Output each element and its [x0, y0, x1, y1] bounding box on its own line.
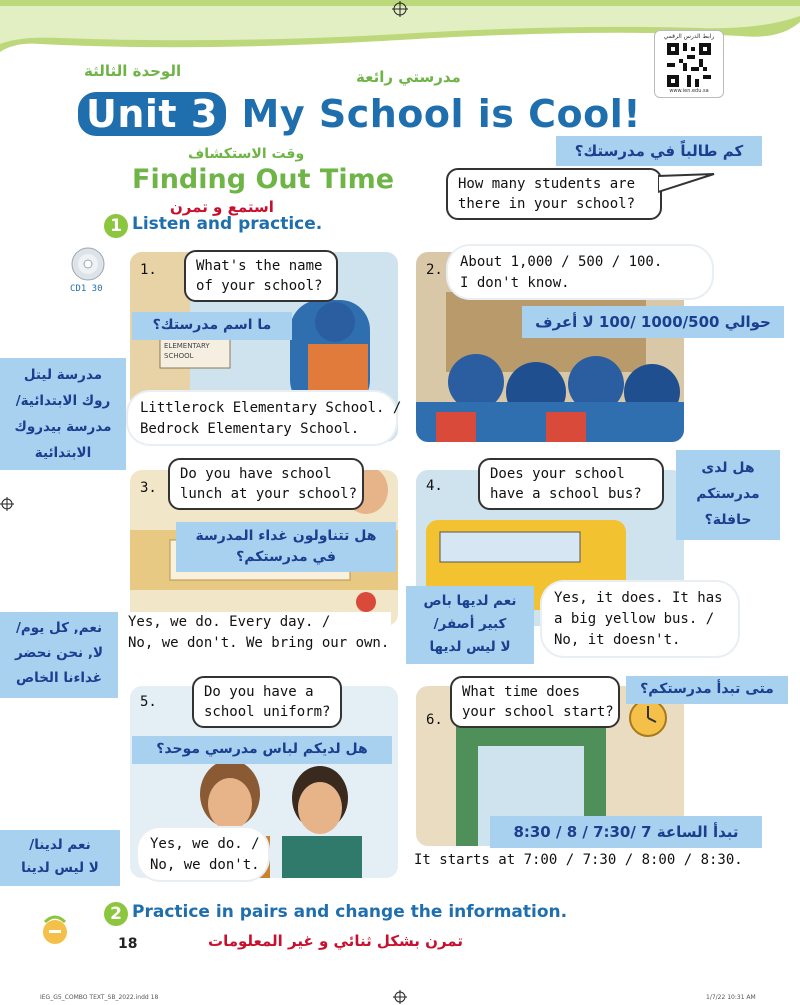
top-question-ar: كم طالباً في مدرستك؟: [556, 136, 762, 166]
panel-6-question-line2: your school start?: [462, 704, 614, 720]
footer-left: IEG_G5_COMBO TEXT_SB_2022.indd 18: [40, 994, 159, 1001]
panel-6-answer: It starts at 7:00 / 7:30 / 8:00 / 8:30.: [410, 850, 747, 871]
panel-5-question-ar: هل لديكم لباس مدرسي موحد؟: [132, 736, 392, 764]
panel-4-answer-line2: a big yellow bus. /: [554, 611, 715, 627]
qr-label: رابط الدرس الرقمي: [663, 33, 715, 40]
practice-ar: تمرن بشكل ثنائي و غير المعلومات: [208, 932, 463, 950]
panel-3-answer-ar-line1: نعم, كل يوم/: [15, 620, 103, 636]
top-question-bubble: [446, 168, 662, 220]
panel-2-number: 2.: [426, 262, 443, 278]
title-ar: مدرستي رائعة: [356, 68, 461, 86]
panel-2-answer-ar: حوالي 1000/500 /100 لا أعرف: [522, 306, 784, 338]
panel-5-answer-line2: No, we don't.: [150, 857, 260, 873]
panel-4-question-line2: have a school bus?: [490, 486, 642, 502]
practice-instruction: Practice in pairs and change the information.: [132, 902, 568, 922]
panel-1-question-ar: ما اسم مدرستك؟: [132, 312, 292, 340]
unit-title: [78, 92, 641, 136]
panel-4-question: [478, 458, 664, 510]
panel-5-answer: [138, 828, 268, 880]
section-number-1: 1: [104, 214, 128, 238]
panel-2-answer: [448, 246, 712, 298]
panel-3-answer-ar: [0, 612, 118, 698]
panel-4-question-ar-line2: مدرستكم: [696, 486, 760, 502]
panel-1-answer: [128, 392, 402, 444]
panel-4-question-ar-line1: هل لدى: [701, 460, 755, 476]
panel-3-question-line1: Do you have school: [180, 466, 332, 482]
panel-6-number: 6.: [426, 712, 443, 728]
sign-text-2: SCHOOL: [164, 352, 194, 360]
panel-4-question-line1: Does your school: [490, 466, 625, 482]
panel-6-question-line1: What time does: [462, 684, 581, 700]
panel-3-question: [168, 458, 364, 510]
listen-ar: استمع و تمرن: [170, 198, 274, 216]
panel-4-answer-ar-line2: كبير أصفر/: [433, 616, 507, 632]
panel-1-question-line2: of your school?: [196, 278, 323, 294]
panel-3-question-line2: lunch at your school?: [180, 486, 358, 502]
crop-mark-bottom-icon: [392, 990, 408, 1004]
panel-3-answer: [126, 612, 391, 654]
panel-2-answer-line1: About 1,000 / 500 / 100.: [460, 254, 663, 270]
panel-6-answer-ar: تبدأ الساعة 7 /7:30 / 8 / 8:30: [490, 816, 762, 848]
panel-2-answer-line2: I don't know.: [460, 275, 570, 291]
top-question-line1: How many students are: [458, 176, 636, 192]
panel-4-answer: [542, 582, 738, 656]
panel-1-answer-line1: Littlerock Elementary School. /: [140, 400, 402, 416]
panel-3-question-ar: [176, 522, 396, 572]
panel-5-answer-line1: Yes, we do. /: [150, 836, 260, 852]
cd-icon[interactable]: [70, 246, 106, 282]
unit-title-text: My School is Cool!: [241, 92, 642, 136]
panel-1-answer-ar-line3: مدرسة بيدروك: [14, 419, 112, 435]
panel-3-answer-ar-line2: لا, نحن نحضر: [14, 645, 104, 661]
panel-4-question-ar: [676, 450, 780, 540]
panel-4-answer-ar-line1: نعم لديها باص: [423, 593, 517, 609]
qr-url: www.ien.edu.sa: [669, 88, 709, 94]
panel-5-number: 5.: [140, 694, 157, 710]
top-question-line2: there in your school?: [458, 196, 636, 212]
panel-1-answer-ar-line2: روك الابتدائية/: [15, 393, 111, 409]
panel-6-question-ar: متى تبدأ مدرستكم؟: [626, 676, 788, 704]
panel-3-question-ar-line1: هل تتناولون غداء المدرسة: [195, 528, 377, 544]
panel-5-answer-ar: [0, 830, 120, 886]
panel-1-number: 1.: [140, 262, 157, 278]
panel-6-question: [450, 676, 620, 728]
footer-right: 1/7/22 10:31 AM: [706, 994, 756, 1001]
panel-3-question-ar-line2: في مدرستكم؟: [236, 549, 336, 565]
section-number-2: 2: [104, 902, 128, 926]
qr-code-box[interactable]: [654, 30, 724, 98]
panel-3-answer-ar-line3: غداءنا الخاص: [15, 670, 103, 686]
panel-4-answer-line1: Yes, it does. It has: [554, 590, 723, 606]
panel-5-answer-ar-line2: لا ليس لدينا: [21, 860, 99, 876]
panel-3-answer-line2: No, we don't. We bring our own.: [128, 635, 390, 651]
bubble-tail: [658, 172, 718, 196]
panel-5-question: [192, 676, 342, 728]
panel-4-question-ar-line3: حافلة؟: [704, 512, 752, 528]
listen-logo-icon: [40, 912, 70, 946]
panel-1-question-line1: What's the name: [196, 258, 323, 274]
panel-3-answer-line1: Yes, we do. Every day. /: [128, 614, 331, 630]
panel-3-number: 3.: [140, 480, 157, 496]
page-number: 18: [118, 936, 138, 952]
qr-code-icon: [667, 43, 711, 87]
panel-5-answer-ar-line1: نعم لدينا/: [29, 837, 91, 853]
cd-label: CD1 30: [70, 284, 103, 294]
listen-instruction: Listen and practice.: [132, 214, 323, 234]
unit-label-ar: الوحدة الثالثة: [84, 62, 182, 80]
finding-ar: وقت الاستكشاف: [188, 146, 305, 162]
sign-text-1: ELEMENTARY: [164, 342, 210, 350]
panel-1-answer-ar: [0, 358, 126, 470]
panel-5-question-line1: Do you have a: [204, 684, 314, 700]
panel-1-answer-ar-line1: مدرسة ليتل: [23, 367, 103, 383]
panel-1-answer-ar-line4: الابتدائية: [34, 445, 92, 461]
panel-4-answer-line3: No, it doesn't.: [554, 632, 681, 648]
panel-4-answer-ar: [406, 586, 534, 664]
panel-5-question-line2: school uniform?: [204, 704, 331, 720]
panel-1-answer-line2: Bedrock Elementary School.: [140, 421, 360, 437]
unit-badge: Unit 3: [78, 92, 226, 136]
finding-title: Finding Out Time: [132, 164, 395, 195]
panel-1-question: [184, 250, 338, 302]
panel-4-number: 4.: [426, 478, 443, 494]
panel-4-answer-ar-line3: لا ليس لديها: [429, 639, 511, 655]
crop-mark-left-icon: [0, 496, 14, 512]
